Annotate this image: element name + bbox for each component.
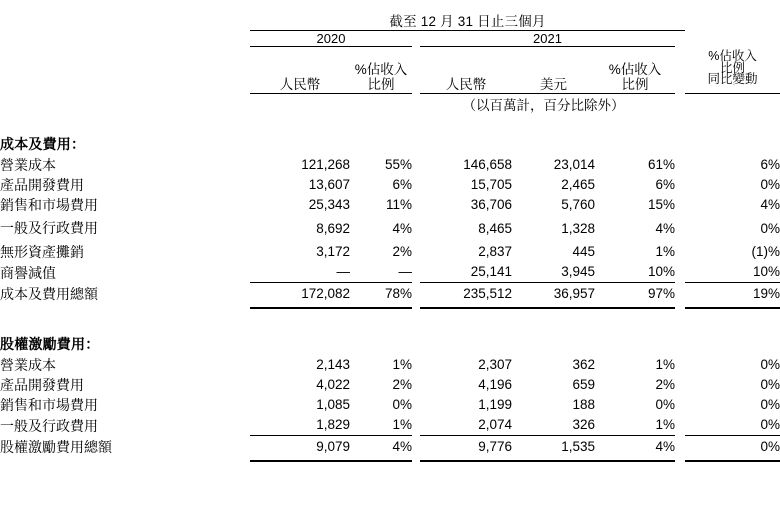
cell-usd21: 2,465: [561, 177, 595, 192]
row-label: 營業成本: [0, 157, 56, 173]
cell-pct20: 2%: [392, 377, 412, 392]
cell-rmb20: 4,022: [316, 377, 350, 392]
total-underline-rmb20: [250, 458, 350, 461]
units-note: （以百萬計，百分比除外）: [462, 97, 625, 113]
cell-yoy: 0%: [760, 397, 780, 412]
cell-rmb21: 9,776: [420, 436, 512, 459]
cell-rmb20: 2,143: [316, 357, 350, 372]
table-row: [0, 415, 780, 436]
section-heading-pad: [675, 133, 685, 155]
table-row: [0, 242, 780, 262]
cell-yoy: 10%: [752, 264, 780, 279]
column-header-yoy-change: [685, 47, 780, 94]
header-units-spacer-2: [250, 93, 350, 114]
cell-pct21: 15%: [647, 197, 675, 212]
section-heading-pad: [412, 333, 420, 355]
header-column-gap: [412, 47, 420, 94]
cell-rmb20: 8,692: [316, 221, 350, 236]
header-title-spacer: [0, 10, 250, 31]
column-gap: [412, 283, 420, 306]
cell-usd21: 23,014: [553, 157, 595, 172]
spacer-cell: [250, 308, 350, 333]
section-heading-row: [0, 133, 780, 155]
cell-pct21: 2%: [655, 377, 675, 392]
header-year-spacer-right: [685, 31, 780, 47]
column-gap: [675, 355, 685, 375]
period-title: 截至 12 月 31 日止三個月: [250, 10, 685, 31]
section-heading-pad: [250, 333, 350, 355]
row-label: 一般及行政費用: [0, 417, 98, 434]
cell-rmb21: 36,706: [470, 197, 512, 212]
cell-pct20: 2%: [392, 244, 412, 259]
column-gap: [412, 395, 420, 415]
cell-pct20: 1%: [392, 357, 412, 372]
column-header-rmb-2020: [250, 47, 350, 94]
column-header-yoy-line3: 同比變動: [707, 71, 758, 86]
cell-usd21: 1,535: [512, 436, 595, 459]
year-group-2021: 2021: [420, 31, 675, 47]
cell-pct21: 1%: [655, 244, 675, 259]
cell-rmb21: 2,074: [478, 417, 512, 432]
column-gap: [412, 436, 420, 459]
cell-rmb20: 172,082: [250, 283, 350, 306]
row-label: 無形資產攤銷: [0, 244, 84, 260]
table-header: [0, 10, 780, 114]
cell-rmb21: 146,658: [463, 157, 512, 172]
section-heading-pad: [250, 133, 350, 155]
cell-pct20: 4%: [350, 436, 412, 459]
cell-rmb21: 2,837: [478, 244, 512, 259]
column-gap: [675, 262, 685, 283]
cell-rmb20: 1,829: [316, 417, 350, 432]
cell-rmb20: 3,172: [316, 244, 350, 259]
total-underline-gap: [412, 458, 420, 461]
column-gap: [675, 215, 685, 242]
section-heading-pad: [420, 133, 512, 155]
column-header-pct-2021-line1: %佔收入: [608, 62, 662, 78]
cell-rmb20: 121,268: [301, 157, 350, 172]
section-heading-pad: [350, 333, 412, 355]
total-underline-row: [0, 458, 780, 461]
table-row: [0, 155, 780, 175]
spacer-cell: [675, 308, 685, 333]
column-gap: [412, 155, 420, 175]
cell-yoy: 0%: [685, 436, 780, 459]
header-title-row: [0, 10, 780, 31]
column-gap: [412, 262, 420, 283]
total-underline-label-pad: [0, 458, 250, 461]
total-underline-rmb21: [420, 458, 512, 461]
column-header-yoy-line1: %佔收入: [708, 48, 757, 63]
section-heading-pad: [685, 333, 780, 355]
table-row: [0, 395, 780, 415]
column-header-rmb-2021-label: 人民幣: [445, 77, 487, 93]
header-units-spacer-3: [350, 93, 412, 114]
total-underline-usd21: [512, 458, 595, 461]
header-units-spacer-5: [685, 93, 780, 114]
cell-pct20: 1%: [392, 417, 412, 432]
section-heading: 股權激勵費用：: [0, 336, 100, 352]
column-gap: [675, 283, 685, 306]
header-column-gap-2: [675, 47, 685, 94]
column-gap: [675, 155, 685, 175]
spacer-cell: [420, 308, 512, 333]
cell-rmb21: 4,196: [478, 377, 512, 392]
row-label: 一般及行政費用: [0, 220, 98, 236]
column-gap: [675, 375, 685, 395]
column-header-pct-2020-line2: 比例: [367, 77, 395, 93]
column-header-pct-2021-line2: 比例: [621, 77, 649, 93]
column-header-rmb-2021: [420, 47, 512, 94]
table-row: [0, 215, 780, 242]
cell-pct21: 0%: [655, 397, 675, 412]
cell-rmb21: 15,705: [470, 177, 512, 192]
spacer-cell: [0, 308, 250, 333]
cell-pct20: 11%: [385, 197, 412, 212]
cell-rmb20: 25,343: [308, 197, 350, 212]
total-row-label: 成本及費用總額: [0, 286, 98, 302]
header-year-spacer: [0, 31, 250, 47]
cell-yoy: 0%: [760, 417, 780, 432]
column-header-pct-2020: [350, 47, 412, 94]
row-label: 營業成本: [0, 357, 56, 373]
total-row: [0, 436, 780, 459]
cell-rmb21: 2,307: [478, 357, 512, 372]
section-heading: 成本及費用：: [0, 136, 86, 152]
column-gap: [412, 195, 420, 215]
column-header-yoy-line2: 比例: [720, 60, 746, 75]
column-gap: [412, 175, 420, 195]
cell-usd21: 659: [572, 377, 595, 392]
section-heading-pad: [512, 133, 595, 155]
column-gap: [675, 415, 685, 436]
column-header-rmb-2020-label: 人民幣: [279, 77, 321, 93]
row-label: 銷售和市場費用: [0, 397, 98, 413]
cell-pct21: 1%: [655, 417, 675, 432]
cell-yoy: 6%: [760, 157, 780, 172]
table-row: [0, 175, 780, 195]
section-heading-pad: [685, 133, 780, 155]
section-heading-row: [0, 333, 780, 355]
cell-usd21: 445: [572, 244, 595, 259]
total-underline-pct21: [595, 458, 675, 461]
total-underline-pct20: [350, 458, 412, 461]
cell-rmb21: 8,465: [478, 221, 512, 236]
cell-rmb20: 1,085: [316, 397, 350, 412]
row-label: 產品開發費用: [0, 377, 84, 393]
cell-pct21: 4%: [595, 436, 675, 459]
row-label: 銷售和市場費用: [0, 197, 98, 213]
spacer-cell: [412, 308, 420, 333]
table-row: [0, 375, 780, 395]
section-heading-pad: [420, 333, 512, 355]
spacer-cell: [685, 308, 780, 333]
section-heading-pad: [675, 333, 685, 355]
table-row: [0, 355, 780, 375]
row-label: 商譽減值: [0, 264, 56, 281]
total-row-label: 股權激勵費用總額: [0, 439, 112, 455]
cell-pct21: 6%: [655, 177, 675, 192]
cell-pct20: 55%: [384, 157, 412, 172]
column-gap: [412, 355, 420, 375]
cell-yoy: 0%: [760, 357, 780, 372]
section-heading-pad: [512, 333, 595, 355]
column-gap: [412, 242, 420, 262]
cell-rmb20: 13,607: [308, 177, 350, 192]
column-gap: [675, 436, 685, 459]
column-gap: [675, 395, 685, 415]
cell-rmb21: 235,512: [420, 283, 512, 306]
column-header-usd-2021: [512, 47, 595, 94]
cell-yoy: (1)%: [751, 244, 780, 259]
column-header-usd-2021-label: 美元: [540, 77, 567, 93]
cell-rmb21: 25,141: [470, 264, 512, 279]
section-heading-pad: [412, 133, 420, 155]
cell-usd21: 188: [572, 397, 595, 412]
table-row: [0, 262, 780, 283]
header-title-spacer-right: [685, 10, 780, 31]
spacer-cell: [512, 308, 595, 333]
cell-yoy: 4%: [760, 197, 780, 212]
year-group-gap-2: [675, 31, 685, 47]
cell-yoy: 0%: [760, 177, 780, 192]
spacer-cell: [595, 308, 675, 333]
header-units-spacer-4: [675, 93, 685, 114]
cell-usd21: 5,760: [561, 197, 595, 212]
column-gap: [412, 215, 420, 242]
cell-pct20: 0%: [392, 397, 412, 412]
cell-rmb21: 1,199: [478, 397, 512, 412]
header-column-spacer: [0, 47, 250, 94]
table-body: [0, 133, 780, 462]
section-heading-pad: [595, 333, 675, 355]
section-spacer: [0, 308, 780, 333]
cell-rmb20: —: [336, 264, 350, 279]
cell-usd21: 36,957: [512, 283, 595, 306]
column-header-pct-2021: [595, 47, 675, 94]
cell-usd21: 3,945: [561, 264, 595, 279]
table-row: [0, 195, 780, 215]
cell-usd21: 1,328: [561, 221, 595, 236]
column-gap: [412, 375, 420, 395]
total-row: [0, 283, 780, 306]
cell-pct20: 6%: [392, 177, 412, 192]
year-group-gap: [412, 31, 420, 47]
cell-pct20: 78%: [350, 283, 412, 306]
cell-yoy: 19%: [685, 283, 780, 306]
cell-pct21: 97%: [595, 283, 675, 306]
section-heading-pad: [595, 133, 675, 155]
cell-pct21: 4%: [655, 221, 675, 236]
header-column-row: [0, 47, 780, 94]
cell-pct21: 61%: [647, 157, 675, 172]
header-units-row: [0, 93, 780, 114]
cell-usd21: 362: [572, 357, 595, 372]
cell-usd21: 326: [572, 417, 595, 432]
row-label: 產品開發費用: [0, 177, 84, 193]
header-year-row: [0, 31, 780, 47]
year-group-2020: 2020: [250, 31, 412, 47]
cell-pct21: 10%: [647, 264, 675, 279]
column-gap: [412, 415, 420, 436]
cell-yoy: 0%: [760, 221, 780, 236]
cell-rmb20: 9,079: [250, 436, 350, 459]
cell-pct21: 1%: [655, 357, 675, 372]
cell-pct20: 4%: [392, 221, 412, 236]
section-heading-pad: [350, 133, 412, 155]
cell-yoy: 0%: [760, 377, 780, 392]
spacer-cell: [350, 308, 412, 333]
column-gap: [675, 242, 685, 262]
total-underline-yoy: [685, 458, 780, 461]
total-underline-gap: [675, 458, 685, 461]
column-gap: [675, 195, 685, 215]
cell-pct20: —: [398, 264, 412, 279]
column-gap: [675, 175, 685, 195]
header-units-spacer: [0, 93, 250, 114]
column-header-pct-2020-line1: %佔收入: [354, 62, 408, 78]
